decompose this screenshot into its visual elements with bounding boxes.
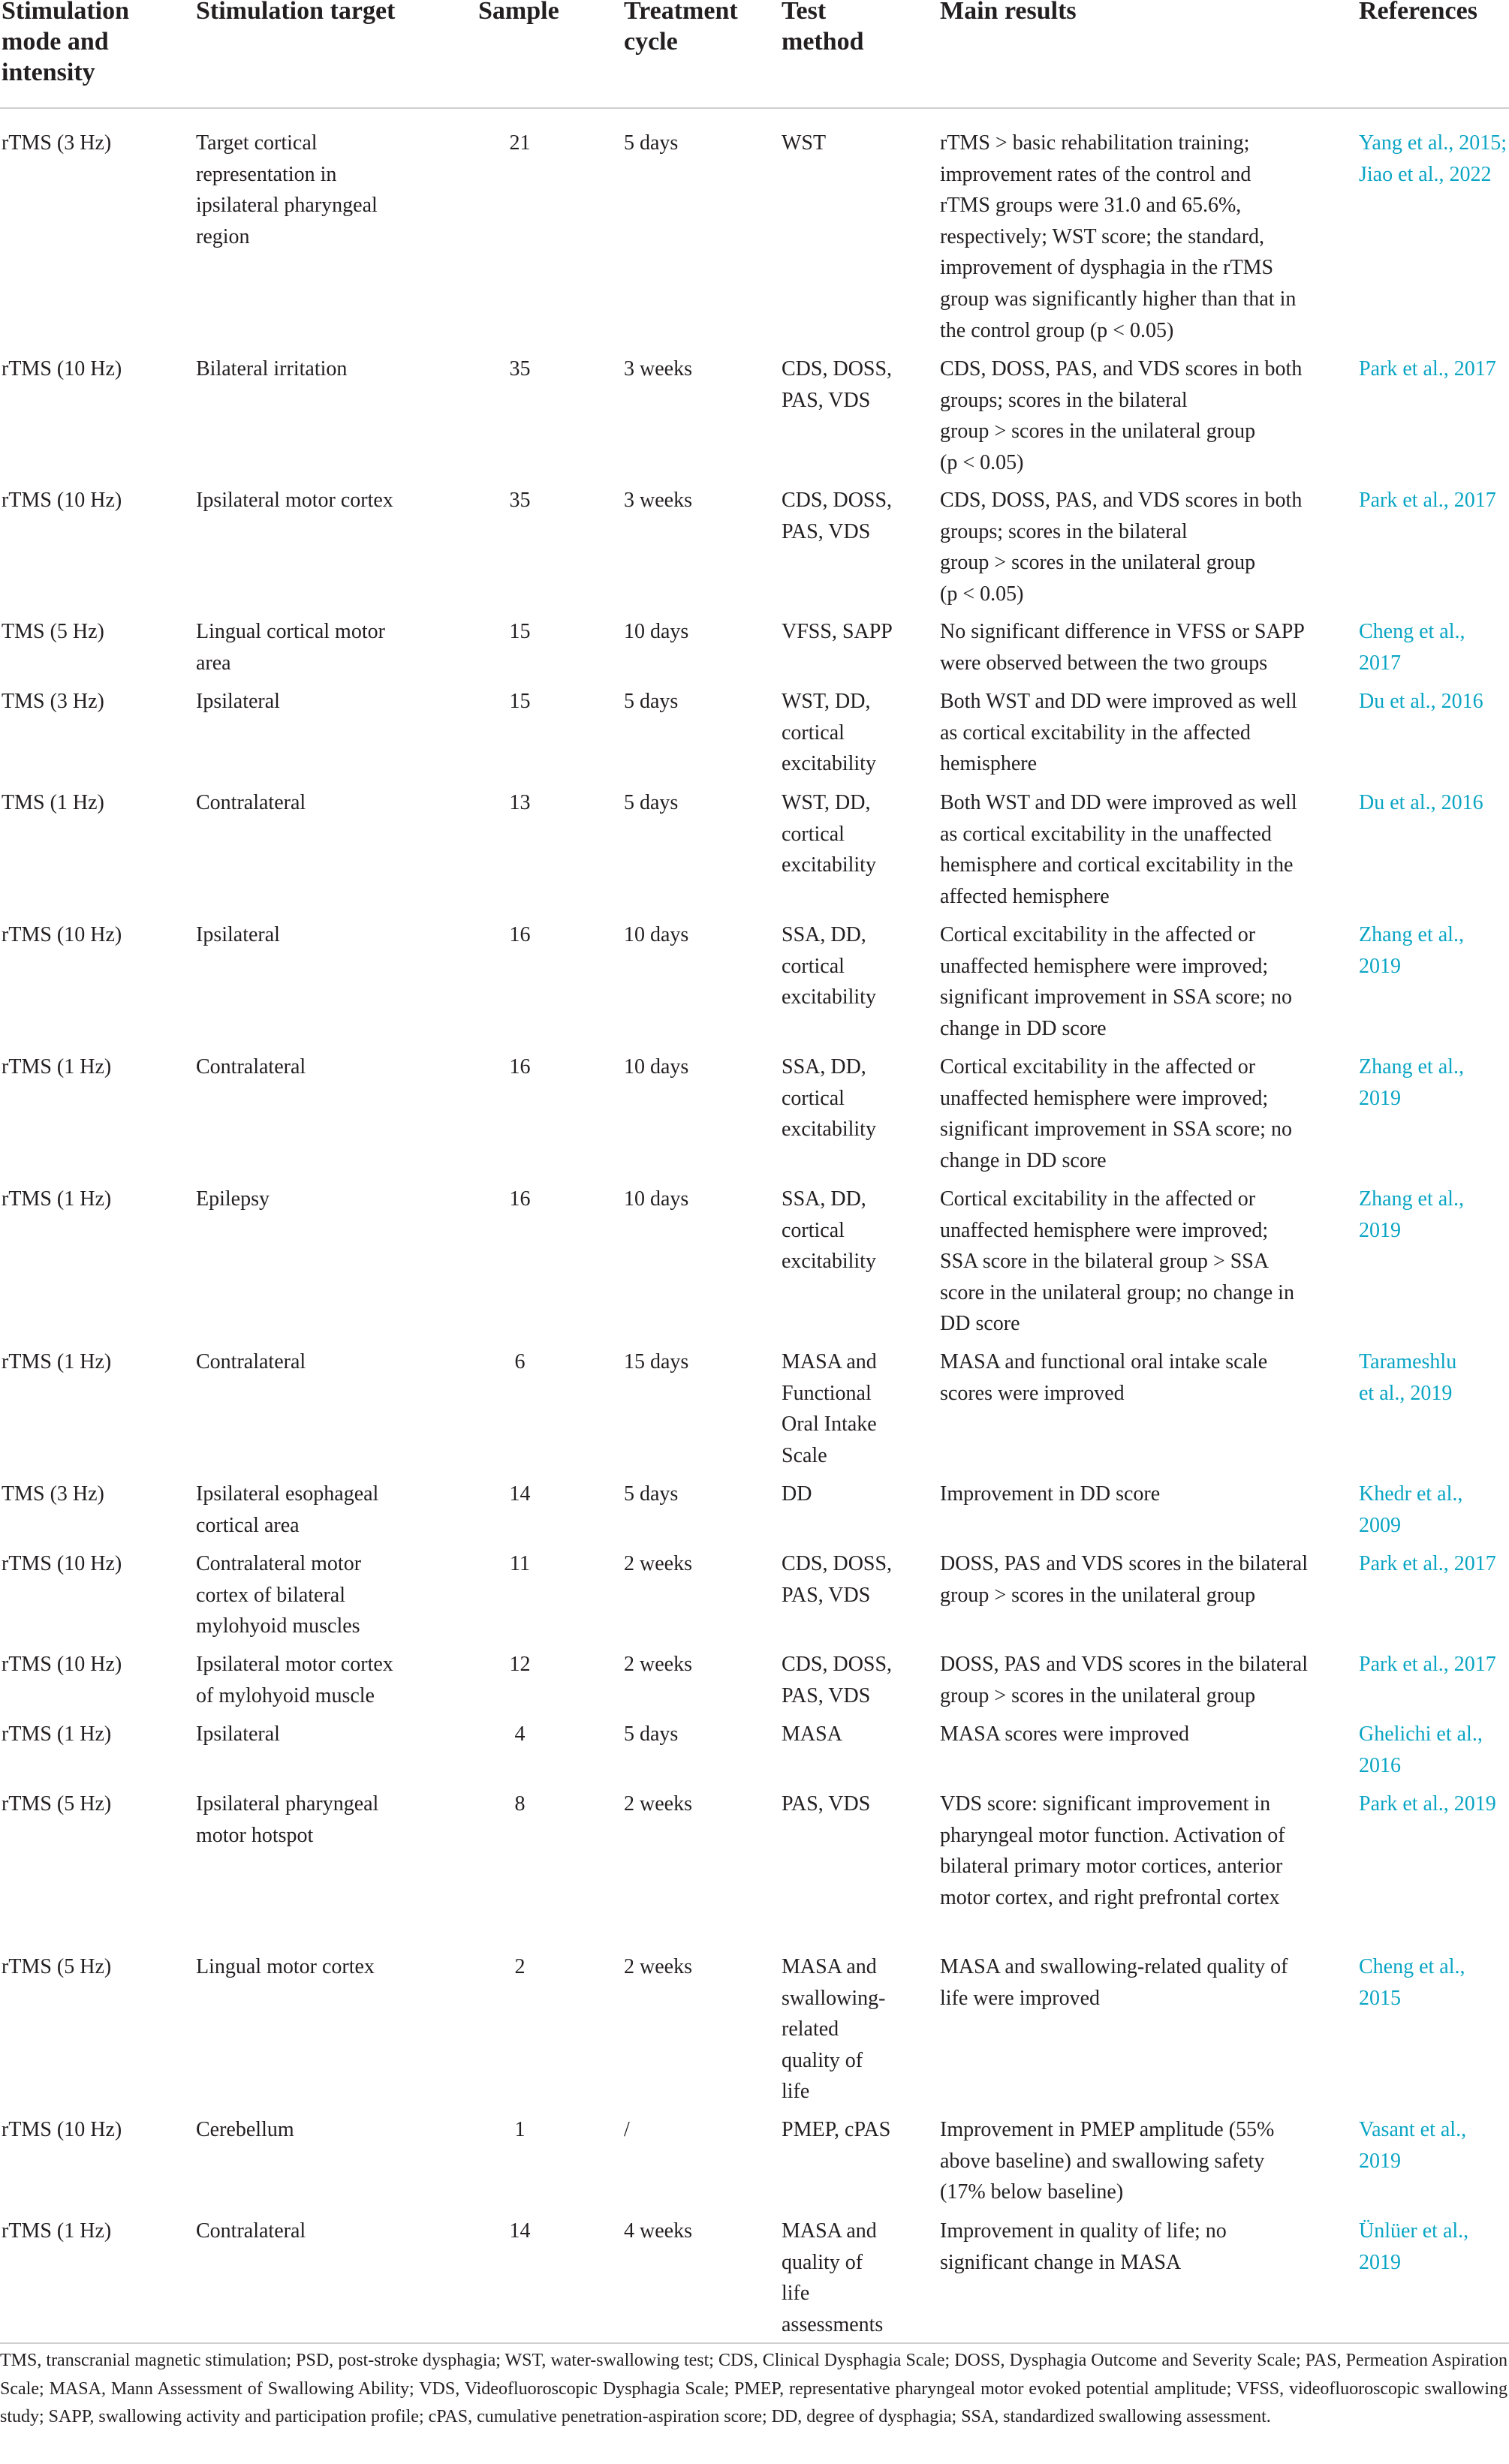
cell-treatment-cycle: 5 days bbox=[624, 131, 679, 155]
cell-test-method: WST, DD, cortical excitability bbox=[782, 791, 876, 877]
cell-stimulation-target: Target cortical representation in ipsilateral pharyngeal region bbox=[196, 131, 378, 248]
header-test-method: Test method bbox=[782, 0, 864, 56]
cell-test-method: PAS, VDS bbox=[782, 1792, 871, 1816]
cell-treatment-cycle: 5 days bbox=[624, 690, 679, 713]
cell-references[interactable]: Vasant et al., 2019 bbox=[1359, 2118, 1467, 2173]
cell-treatment-cycle: 3 weeks bbox=[624, 489, 692, 512]
cell-stimulation-mode: rTMS (1 Hz) bbox=[2, 1187, 112, 1211]
cell-main-results: rTMS > basic rehabilitation training; improvement rates of the control and rTMS groups were 31.0 and 65.6%, respectively; WST score; the standard, improvement of dysphagia in the rTMS group was significantly higher than that in the control group (p < 0.05) bbox=[940, 131, 1297, 342]
cell-sample: 16 bbox=[509, 1187, 531, 1211]
cell-sample: 16 bbox=[509, 923, 531, 946]
cell-stimulation-mode: TMS (5 Hz) bbox=[2, 620, 104, 643]
table-footnote: TMS, transcranial magnetic stimulation; PSD, post-stroke dysphagia; WST, water-swallowing test; CDS, Clinical Dysphagia Scale; DOSS, Dysphagia Outcome and Severity Scale; PAS, Permeation Aspiration Scale; MASA, Mann Assessment of Swallowing Ability; VDS, Videofluoroscopic Dysphagia Scale; PMEP, representative pharyngeal motor evoked potential amplitude; VFSS, videofluoroscopic swallowing study; SAPP, swallowing activity and participation profile; cPAS, cumulative penetration-aspiration score; DD, degree of dysphagia; SSA, standardized swallowing assessment. bbox=[0, 2351, 1507, 2426]
cell-references[interactable]: Zhang et al., 2019 bbox=[1359, 1055, 1464, 1110]
cell-stimulation-mode: rTMS (5 Hz) bbox=[2, 1955, 112, 1978]
cell-main-results: Improvement in quality of life; no significant change in MASA bbox=[940, 2219, 1227, 2274]
cell-stimulation-target: Ipsilateral bbox=[196, 1722, 280, 1746]
cell-references[interactable]: Khedr et al., 2009 bbox=[1359, 1482, 1463, 1537]
cell-main-results: Improvement in DD score bbox=[940, 1482, 1161, 1506]
cell-stimulation-mode: TMS (1 Hz) bbox=[2, 791, 104, 814]
cell-treatment-cycle: 3 weeks bbox=[624, 357, 692, 381]
cell-treatment-cycle: 4 weeks bbox=[624, 2219, 692, 2243]
cell-stimulation-target: Contralateral bbox=[196, 1350, 306, 1373]
cell-treatment-cycle: 2 weeks bbox=[624, 1653, 692, 1676]
cell-references[interactable]: Ghelichi et al., 2016 bbox=[1359, 1722, 1483, 1777]
cell-references[interactable]: Ünlüer et al., 2019 bbox=[1359, 2219, 1469, 2274]
cell-test-method: MASA and swallowing- related quality of life bbox=[782, 1955, 886, 2104]
cell-treatment-cycle: / bbox=[624, 2118, 630, 2141]
cell-test-method: MASA bbox=[782, 1722, 842, 1746]
cell-stimulation-target: Lingual motor cortex bbox=[196, 1955, 375, 1978]
cell-sample: 21 bbox=[509, 131, 531, 155]
header-rule bbox=[0, 107, 1509, 109]
cell-test-method: CDS, DOSS, PAS, VDS bbox=[782, 357, 893, 412]
cell-stimulation-target: Contralateral motor cortex of bilateral mylohyoid muscles bbox=[196, 1552, 362, 1638]
cell-test-method: DD bbox=[782, 1482, 812, 1506]
cell-references[interactable]: Park et al., 2019 bbox=[1359, 1792, 1496, 1816]
cell-stimulation-mode: rTMS (10 Hz) bbox=[2, 357, 122, 381]
cell-sample: 11 bbox=[510, 1552, 530, 1575]
cell-stimulation-mode: rTMS (1 Hz) bbox=[2, 1722, 112, 1746]
cell-stimulation-target: Ipsilateral bbox=[196, 690, 280, 713]
header-sample: Sample bbox=[478, 0, 559, 25]
cell-sample: 1 bbox=[514, 2118, 526, 2141]
cell-references[interactable]: Du et al., 2016 bbox=[1359, 791, 1483, 814]
cell-stimulation-mode: rTMS (1 Hz) bbox=[2, 2219, 112, 2243]
cell-references[interactable]: Du et al., 2016 bbox=[1359, 690, 1483, 713]
cell-sample: 35 bbox=[509, 489, 531, 512]
cell-stimulation-mode: TMS (3 Hz) bbox=[2, 1482, 104, 1506]
cell-test-method: SSA, DD, cortical excitability bbox=[782, 923, 876, 1009]
cell-main-results: No significant difference in VFSS or SAPP were observed between the two groups bbox=[940, 620, 1305, 675]
cell-test-method: WST bbox=[782, 131, 827, 155]
cell-references[interactable]: Cheng et al., 2015 bbox=[1359, 1955, 1465, 2010]
cell-main-results: Cortical excitability in the affected or unaffected hemisphere were improved; SSA score in the bilateral group > SSA score in the unilateral group; no change in DD score bbox=[940, 1187, 1294, 1336]
cell-treatment-cycle: 2 weeks bbox=[624, 1955, 692, 1978]
cell-test-method: SSA, DD, cortical excitability bbox=[782, 1055, 876, 1142]
cell-stimulation-mode: rTMS (1 Hz) bbox=[2, 1350, 112, 1373]
cell-main-results: CDS, DOSS, PAS, and VDS scores in both groups; scores in the bilateral group > scores in the unilateral group (p < 0.05) bbox=[940, 357, 1303, 474]
header-treatment-cycle: Treatment cycle bbox=[624, 0, 738, 56]
cell-test-method: SSA, DD, cortical excitability bbox=[782, 1187, 876, 1274]
cell-test-method: CDS, DOSS, PAS, VDS bbox=[782, 489, 893, 543]
cell-test-method: VFSS, SAPP bbox=[782, 620, 893, 643]
cell-treatment-cycle: 15 days bbox=[624, 1350, 689, 1373]
cell-stimulation-target: Contralateral bbox=[196, 1055, 306, 1079]
cell-treatment-cycle: 5 days bbox=[624, 791, 679, 814]
cell-test-method: MASA and Functional Oral Intake Scale bbox=[782, 1350, 877, 1467]
cell-stimulation-target: Cerebellum bbox=[196, 2118, 294, 2141]
header-references: References bbox=[1359, 0, 1477, 25]
cell-stimulation-mode: TMS (3 Hz) bbox=[2, 690, 104, 713]
cell-sample: 6 bbox=[514, 1350, 526, 1373]
cell-sample: 15 bbox=[509, 620, 531, 643]
footer-rule bbox=[0, 2342, 1509, 2344]
cell-stimulation-mode: rTMS (5 Hz) bbox=[2, 1792, 112, 1816]
cell-treatment-cycle: 10 days bbox=[624, 620, 689, 643]
cell-stimulation-mode: rTMS (1 Hz) bbox=[2, 1055, 112, 1079]
cell-references[interactable]: Cheng et al., 2017 bbox=[1359, 620, 1465, 675]
cell-test-method: WST, DD, cortical excitability bbox=[782, 690, 876, 776]
cell-treatment-cycle: 5 days bbox=[624, 1722, 679, 1746]
cell-sample: 35 bbox=[509, 357, 531, 381]
cell-treatment-cycle: 10 days bbox=[624, 1187, 689, 1211]
cell-treatment-cycle: 2 weeks bbox=[624, 1792, 692, 1816]
cell-stimulation-target: Ipsilateral motor cortex bbox=[196, 489, 393, 512]
cell-sample: 2 bbox=[514, 1955, 526, 1978]
header-stimulation-target: Stimulation target bbox=[196, 0, 396, 25]
cell-main-results: VDS score: significant improvement in pharyngeal motor function. Activation of bilateral primary motor cortices, anterior motor cortex, and right prefrontal cortex bbox=[940, 1792, 1285, 1909]
cell-main-results: DOSS, PAS and VDS scores in the bilateral group > scores in the unilateral group bbox=[940, 1552, 1308, 1607]
cell-references[interactable]: Park et al., 2017 bbox=[1359, 1552, 1496, 1575]
cell-test-method: PMEP, cPAS bbox=[782, 2118, 891, 2141]
cell-sample: 8 bbox=[514, 1792, 526, 1816]
cell-stimulation-target: Epilepsy bbox=[196, 1187, 270, 1211]
cell-test-method: CDS, DOSS, PAS, VDS bbox=[782, 1653, 893, 1707]
cell-stimulation-mode: rTMS (10 Hz) bbox=[2, 1552, 122, 1575]
cell-sample: 4 bbox=[514, 1722, 526, 1746]
cell-main-results: Both WST and DD were improved as well as cortical excitability in the affected hemisphere bbox=[940, 690, 1297, 776]
cell-main-results: Cortical excitability in the affected or unaffected hemisphere were improved; significant improvement in SSA score; no change in DD score bbox=[940, 1055, 1292, 1172]
cell-references[interactable]: Park et al., 2017 bbox=[1359, 489, 1496, 512]
cell-main-results: Cortical excitability in the affected or unaffected hemisphere were improved; significant improvement in SSA score; no change in DD score bbox=[940, 923, 1292, 1040]
cell-stimulation-mode: rTMS (3 Hz) bbox=[2, 131, 112, 155]
cell-references[interactable]: Park et al., 2017 bbox=[1359, 357, 1496, 381]
cell-references[interactable]: Tarameshlu et al., 2019 bbox=[1359, 1350, 1457, 1405]
cell-stimulation-mode: rTMS (10 Hz) bbox=[2, 1653, 122, 1676]
cell-test-method: MASA and quality of life assessments bbox=[782, 2219, 884, 2336]
cell-stimulation-target: Ipsilateral esophageal cortical area bbox=[196, 1482, 379, 1537]
cell-treatment-cycle: 10 days bbox=[624, 1055, 689, 1079]
cell-stimulation-target: Ipsilateral pharyngeal motor hotspot bbox=[196, 1792, 379, 1847]
cell-stimulation-target: Bilateral irritation bbox=[196, 357, 348, 381]
cell-main-results: DOSS, PAS and VDS scores in the bilateral group > scores in the unilateral group bbox=[940, 1653, 1308, 1707]
cell-sample: 15 bbox=[509, 690, 531, 713]
cell-sample: 14 bbox=[509, 2219, 531, 2243]
cell-stimulation-mode: rTMS (10 Hz) bbox=[2, 2118, 122, 2141]
cell-treatment-cycle: 10 days bbox=[624, 923, 689, 946]
header-main-results: Main results bbox=[940, 0, 1077, 25]
cell-stimulation-mode: rTMS (10 Hz) bbox=[2, 489, 122, 512]
cell-sample: 16 bbox=[509, 1055, 531, 1079]
cell-references[interactable]: Park et al., 2017 bbox=[1359, 1653, 1496, 1676]
cell-sample: 12 bbox=[509, 1653, 531, 1676]
cell-stimulation-target: Ipsilateral bbox=[196, 923, 280, 946]
cell-main-results: MASA scores were improved bbox=[940, 1722, 1190, 1746]
cell-references[interactable]: Zhang et al., 2019 bbox=[1359, 1187, 1464, 1242]
cell-references[interactable]: Yang et al., 2015; Jiao et al., 2022 bbox=[1359, 131, 1507, 186]
cell-main-results: Improvement in PMEP amplitude (55% above baseline) and swallowing safety (17% below baseline) bbox=[940, 2118, 1275, 2204]
cell-main-results: MASA and functional oral intake scale scores were improved bbox=[940, 1350, 1268, 1405]
cell-main-results: MASA and swallowing-related quality of life were improved bbox=[940, 1955, 1288, 2010]
cell-sample: 13 bbox=[509, 791, 531, 814]
cell-stimulation-mode: rTMS (10 Hz) bbox=[2, 923, 122, 946]
cell-treatment-cycle: 5 days bbox=[624, 1482, 679, 1506]
cell-stimulation-target: Contralateral bbox=[196, 791, 306, 814]
cell-stimulation-target: Ipsilateral motor cortex of mylohyoid muscle bbox=[196, 1653, 393, 1707]
cell-main-results: Both WST and DD were improved as well as cortical excitability in the unaffected hemisphere and cortical excitability in the affected hemisphere bbox=[940, 791, 1297, 908]
cell-test-method: CDS, DOSS, PAS, VDS bbox=[782, 1552, 893, 1607]
cell-stimulation-target: Contralateral bbox=[196, 2219, 306, 2243]
cell-treatment-cycle: 2 weeks bbox=[624, 1552, 692, 1575]
cell-stimulation-target: Lingual cortical motor area bbox=[196, 620, 385, 675]
cell-sample: 14 bbox=[509, 1482, 531, 1506]
cell-main-results: CDS, DOSS, PAS, and VDS scores in both groups; scores in the bilateral group > scores in the unilateral group (p < 0.05) bbox=[940, 489, 1303, 606]
header-stimulation-mode: Stimulation mode and intensity bbox=[2, 0, 130, 86]
cell-references[interactable]: Zhang et al., 2019 bbox=[1359, 923, 1464, 978]
